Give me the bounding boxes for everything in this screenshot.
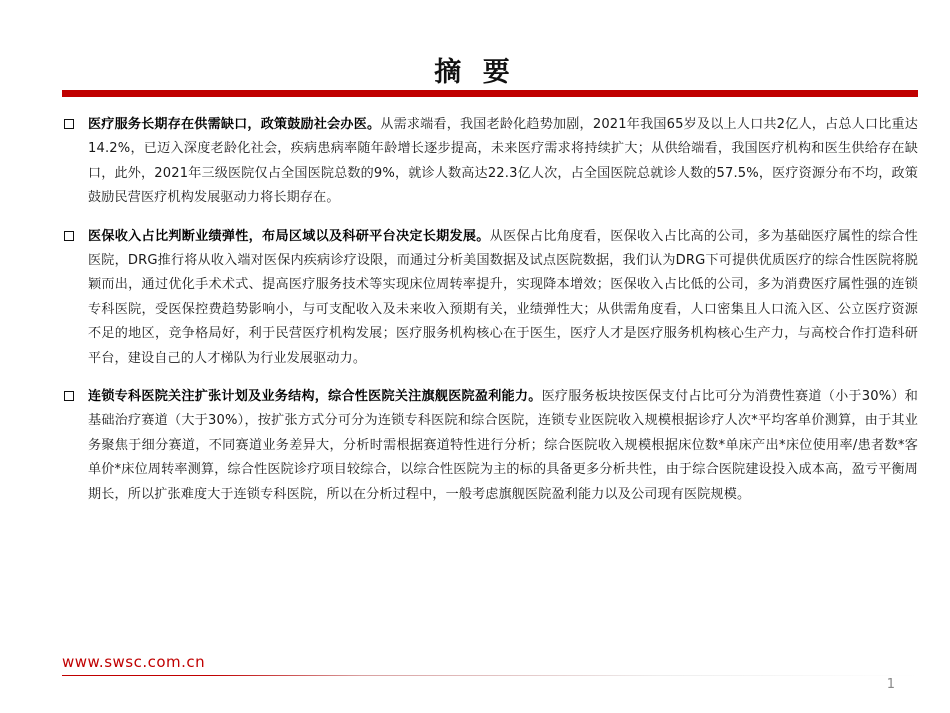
bullet-body: 从医保占比角度看，医保收入占比高的公司，多为基础医疗属性的综合性医院，DRG推行将从收入端对医保内疾病诊疗设限，而通过分析美国数据及试点医院数据，我们认为DRG下可提供优质医疗的综合性医院将脱颖而出，通过优化手术术式、提高医疗服务技术等实现床位周转率提升，实现降本增效；医保收入占比低的公司，多为消费医疗属性强的连锁专科医院，受医保控费趋势影响小，与可支配收入及未来收入预期有关，业绩弹性大；从供需角度看，人口密集且人口流入区、公立医疗资源不足的地区，竞争格局好，利于民营医疗机构发展；医疗服务机构核心在于医生，医疗人才是医疗服务机构核心生产力，与高校合作打造科研平台，建设自己的人才梯队为行业发展驱动力。 (88, 228, 918, 366)
summary-bullet (62, 113, 918, 211)
footer-url-link[interactable]: www.swsc.com.cn (62, 653, 206, 671)
bullet-text (88, 225, 918, 371)
bullet-text (88, 113, 918, 211)
title-divider (62, 90, 918, 97)
bullet-lead: 连锁专科医院关注扩张计划及业务结构，综合性医院关注旗舰医院盈利能力。 (88, 389, 542, 405)
checkbox-bullet-icon (64, 391, 74, 401)
checkbox-bullet-icon (64, 231, 74, 241)
page-title: 摘 要 (434, 57, 516, 88)
summary-content (62, 113, 918, 521)
summary-bullet (62, 225, 918, 371)
summary-bullet (62, 385, 918, 507)
bullet-lead: 医保收入占比判断业绩弹性，布局区域以及科研平台决定长期发展。 (88, 228, 490, 244)
bullet-lead: 医疗服务长期存在供需缺口，政策鼓励社会办医。 (88, 117, 381, 132)
bullet-body: 从需求端看，我国老龄化趋势加剧，2021年我国65岁及以上人口共2亿人，占总人口比重达14.2%，已迈入深度老龄化社会，疾病患病率随年龄增长逐步提高，未来医疗需求将持续扩大；从供给端看，我国医疗机构和医生供给存在缺口，此外，2021年三级医院仅占全国医院总数的9%，就诊人数高达22.3亿人次，占全国医院总就诊人数的57.5%，医疗资源分布不均，政策鼓励民营医疗机构发展驱动力将长期存在。 (88, 117, 918, 206)
page-number: 1 (886, 677, 895, 692)
footer-divider (62, 675, 918, 676)
checkbox-bullet-icon (64, 119, 74, 129)
bullet-text (88, 385, 918, 507)
bullet-body: 医疗服务板块按医保支付占比可分为消费性赛道（小于30%）和基础治疗赛道（大于30%），按扩张方式分可分为连锁专科医院和综合医院，连锁专业医院收入规模根据诊疗人次*平均客单价测算，由于其业务聚焦于细分赛道，不同赛道业务差异大，分析时需根据赛道特性进行分析；综合医院收入规模根据床位数*单床产出*床位使用率/患者数*客单价*床位周转率测算，综合性医院诊疗项目较综合，以综合性医院为主的标的具备更多分析共性，由于综合医院建设投入成本高，盈亏平衡周期长，所以扩张难度大于连锁专科医院，所以在分析过程中，一般考虑旗舰医院盈利能力以及公司现有医院规模。 (88, 389, 919, 502)
